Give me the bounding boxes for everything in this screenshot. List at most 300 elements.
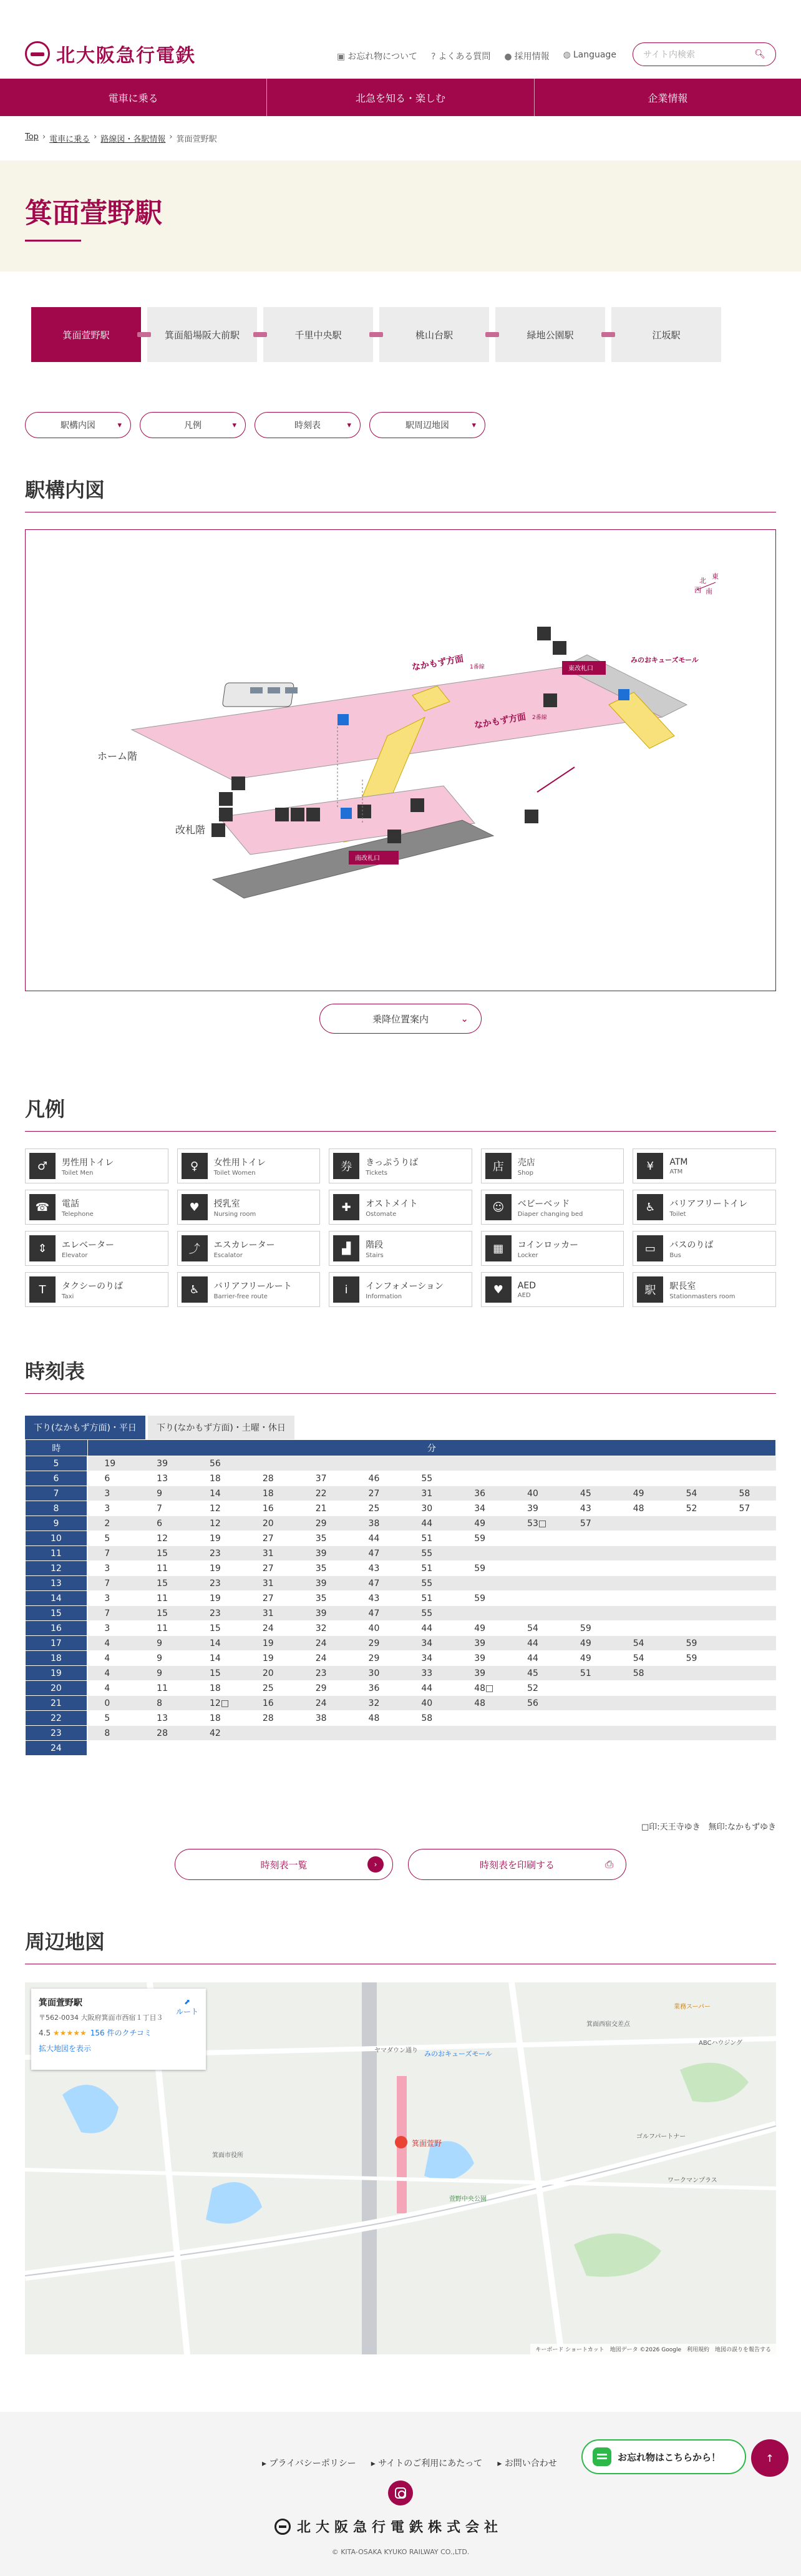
- timetable-minute: 39: [299, 1606, 352, 1621]
- timetable-minute: 44: [405, 1621, 458, 1636]
- timetable-minute: [722, 1531, 775, 1546]
- timetable-minute: [617, 1726, 670, 1741]
- legend-item: 駅 駅長室 Stationmasters room: [633, 1272, 776, 1307]
- timetable-minute: [299, 1741, 352, 1756]
- svg-text:北: 北: [699, 577, 706, 585]
- timetable-minute: [670, 1531, 723, 1546]
- timetable-minute: 55: [405, 1576, 458, 1591]
- timetable-minute: 55: [405, 1546, 458, 1561]
- timetable-minute: 44: [352, 1531, 405, 1546]
- timetable-minute: 49: [564, 1651, 617, 1666]
- timetable-minute: 22: [299, 1486, 352, 1501]
- timetable-minute: [722, 1471, 775, 1486]
- site-header: [0, 0, 801, 79]
- util-link-faq[interactable]: ? よくある質問: [430, 52, 491, 62]
- baby-bed-icon: ☺: [485, 1194, 512, 1220]
- instagram-icon[interactable]: [388, 2481, 413, 2505]
- timetable-minute: [670, 1606, 723, 1621]
- breadcrumb: Top › 電車に乗る › 路線図・各駅情報 › 箕面萱野駅: [25, 132, 217, 144]
- svg-text:みのおキューズモール: みのおキューズモール: [424, 2050, 492, 2058]
- timetable-minute: 43: [352, 1561, 405, 1576]
- timetable-row: [26, 1591, 776, 1606]
- timetable-minute: 25: [352, 1501, 405, 1516]
- legend-item: ☺ ベビーベッド Diaper changing bed: [481, 1190, 624, 1225]
- svg-text:南: 南: [706, 587, 712, 595]
- timetable-minute: 5: [87, 1531, 140, 1546]
- legend-item: ☎ 電話 Telephone: [25, 1190, 168, 1225]
- timetable-minute: 36: [352, 1681, 405, 1696]
- timetable-minute: [405, 1456, 458, 1471]
- tab-weekday[interactable]: 下り(なかもず方面)・平日: [25, 1416, 145, 1439]
- map-enlarge-link[interactable]: 拡大地図を表示: [39, 2044, 92, 2053]
- timetable-minute: 40: [405, 1696, 458, 1711]
- timetable-minute: 59: [564, 1621, 617, 1636]
- timetable-minute: 47: [352, 1546, 405, 1561]
- util-link-recruit[interactable]: ● 採用情報: [504, 52, 550, 62]
- legend-item: ⤴ エスカレーター Escalator: [177, 1231, 321, 1266]
- timetable-tabs: [25, 1416, 294, 1439]
- station-tab-ryokuchi-koen[interactable]: 緑地公園駅: [495, 307, 605, 362]
- timetable-minute: [564, 1726, 617, 1741]
- timetable-minute: [246, 1741, 299, 1756]
- timetable-minute: [511, 1576, 564, 1591]
- train-icon: [222, 683, 298, 707]
- timetable-minute: [458, 1546, 511, 1561]
- timetable-minute: 51: [564, 1666, 617, 1681]
- timetable-minute: 51: [405, 1591, 458, 1606]
- label-exit-east: 東改札口: [568, 665, 593, 672]
- copyright: © KITA-OSAKA KYUKO RAILWAY CO.,LTD.: [331, 2548, 470, 2556]
- timetable-minute: 31: [246, 1606, 299, 1621]
- timetable-minute: 33: [405, 1666, 458, 1681]
- timetable-minute: 29: [352, 1636, 405, 1651]
- svg-text:箕面市役所: 箕面市役所: [212, 2152, 243, 2159]
- timetable-hour: 9: [26, 1516, 88, 1531]
- map-card-reviews[interactable]: 156 件のクチコミ: [90, 2029, 152, 2037]
- timetable-row: [26, 1471, 776, 1486]
- timetable-minute: 9: [140, 1666, 193, 1681]
- timetable-minute: [722, 1546, 775, 1561]
- timetable-minute: [405, 1741, 458, 1756]
- timetable-list-button[interactable]: 時刻表一覧 ›: [175, 1849, 393, 1880]
- anchor-legend[interactable]: 凡例 ▾: [140, 412, 246, 438]
- label-mall: みのおキューズモール: [631, 656, 699, 664]
- timetable-hour: 14: [26, 1591, 88, 1606]
- timetable-minute: 58: [617, 1666, 670, 1681]
- station-tab-minoh-kayano[interactable]: 箕面萱野駅: [31, 307, 141, 362]
- timetable-minute: 28: [246, 1711, 299, 1726]
- timetable-minute: 29: [299, 1516, 352, 1531]
- timetable-minute: [511, 1726, 564, 1741]
- timetable-hour: 8: [26, 1501, 88, 1516]
- legend-item: ✚ オストメイト Ostomate: [329, 1190, 472, 1225]
- timetable-minute: 16: [246, 1696, 299, 1711]
- timetable-minute: [564, 1471, 617, 1486]
- timetable-minute: [564, 1711, 617, 1726]
- timetable-minute: [670, 1516, 723, 1531]
- timetable-row: [26, 1561, 776, 1576]
- timetable-minute: 6: [87, 1471, 140, 1486]
- timetable-minute: [511, 1741, 564, 1756]
- timetable-minute: 34: [405, 1651, 458, 1666]
- timetable-minute: [670, 1681, 723, 1696]
- timetable-minute: 32: [352, 1696, 405, 1711]
- footer-corp: 北大阪急行電鉄株式会社: [274, 2517, 503, 2536]
- timetable-minute: [246, 1456, 299, 1471]
- svg-text:ワークマンプラス: ワークマンプラス: [668, 2177, 717, 2184]
- timetable-minute: [564, 1741, 617, 1756]
- timetable-minute: 34: [405, 1636, 458, 1651]
- legend-item: ▟ 階段 Stairs: [329, 1231, 472, 1266]
- toilet-men-icon: ♂: [29, 1153, 56, 1179]
- timetable-hour: 10: [26, 1531, 88, 1546]
- lost-item-button[interactable]: お忘れ物はこちらから！: [581, 2439, 746, 2474]
- timetable-minute: 45: [511, 1666, 564, 1681]
- svg-text:業務スーパー: 業務スーパー: [674, 2004, 711, 2010]
- timetable-hour: 6: [26, 1471, 88, 1486]
- svg-text:東: 東: [712, 572, 719, 580]
- timetable-minute: 44: [405, 1681, 458, 1696]
- timetable-print-button[interactable]: 時刻表を印刷する ⎙: [408, 1849, 626, 1880]
- timetable-minute: 16: [246, 1501, 299, 1516]
- compass: [694, 572, 719, 595]
- timetable-minute: [722, 1681, 775, 1696]
- timetable-minute: 7: [87, 1606, 140, 1621]
- timetable-minute: 39: [511, 1501, 564, 1516]
- legend-item: 券 きっぷうりば Tickets: [329, 1148, 472, 1183]
- timetable-minute: 9: [140, 1486, 193, 1501]
- locker-icon: ▦: [485, 1235, 512, 1261]
- timetable-hour: 16: [26, 1621, 88, 1636]
- timetable-minute: [352, 1726, 405, 1741]
- toilet-women-icon: ♀: [182, 1153, 208, 1179]
- label-home-floor: ホーム階: [97, 750, 138, 762]
- timetable-minute: [617, 1531, 670, 1546]
- search-icon[interactable]: 🔍︎: [754, 49, 765, 59]
- tab-weekend[interactable]: 下り(なかもず方面)・土曜・休日: [148, 1416, 294, 1439]
- station-tab-minoh-semba[interactable]: 箕面船場阪大前駅: [147, 307, 257, 362]
- timetable-minute: 3: [87, 1561, 140, 1576]
- svg-text:箕面西宿交差点: 箕面西宿交差点: [586, 2021, 630, 2028]
- timetable-minute: 19: [193, 1531, 246, 1546]
- timetable-minute: [564, 1696, 617, 1711]
- aed-icon: ♥: [485, 1276, 512, 1303]
- timetable-minute: [670, 1561, 723, 1576]
- barrier-free-toilet-icon: ♿: [637, 1194, 663, 1220]
- breadcrumb-ride[interactable]: 電車に乗る: [49, 135, 90, 144]
- timetable-minute: 18: [193, 1471, 246, 1486]
- timetable-minute: [722, 1516, 775, 1531]
- timetable-minute: [617, 1711, 670, 1726]
- timetable-minute: 31: [246, 1546, 299, 1561]
- timetable-minute: 39: [458, 1636, 511, 1651]
- timetable-minute: 19: [193, 1591, 246, 1606]
- timetable-minute: [617, 1741, 670, 1756]
- timetable-body: [26, 1456, 776, 1756]
- bus-icon: ▭: [637, 1235, 663, 1261]
- timetable-hour: 18: [26, 1651, 88, 1666]
- label-exit-south: 南改札口: [355, 855, 380, 862]
- timetable-minute: 38: [299, 1711, 352, 1726]
- timetable-minute: 15: [193, 1621, 246, 1636]
- timetable-minute: 31: [405, 1486, 458, 1501]
- timetable-row: [26, 1606, 776, 1621]
- timetable-minute: 59: [670, 1651, 723, 1666]
- timetable-minute: [722, 1741, 775, 1756]
- station-tab-momoyamadai[interactable]: 桃山台駅: [379, 307, 489, 362]
- timetable-minute: 43: [352, 1591, 405, 1606]
- timetable-hour: 7: [26, 1486, 88, 1501]
- svg-text:ゴルフパートナー: ゴルフパートナー: [636, 2133, 686, 2140]
- timetable-row: [26, 1711, 776, 1726]
- timetable-minute: 35: [299, 1531, 352, 1546]
- timetable-minute: [458, 1576, 511, 1591]
- timetable-minute: 12: [193, 1516, 246, 1531]
- back-to-top-button[interactable]: ↑: [751, 2439, 789, 2477]
- tickets-icon: 券: [333, 1153, 359, 1179]
- chat-icon: [593, 2447, 611, 2466]
- timetable-minute: 27: [246, 1531, 299, 1546]
- breadcrumb-route-map[interactable]: 路線図・各駅情報: [100, 135, 166, 144]
- timetable-row: [26, 1666, 776, 1681]
- map-card-rating: 4.5 ★★★★★ 156 件のクチコミ: [39, 2029, 152, 2037]
- timetable-minute: 14: [193, 1651, 246, 1666]
- timetable-minute: [670, 1471, 723, 1486]
- label-direction-b: なかもず方面: [473, 712, 527, 731]
- title-bar: [0, 160, 801, 272]
- timetable-minute: 11: [140, 1621, 193, 1636]
- information-icon: i: [333, 1276, 359, 1303]
- timetable-minute: 15: [193, 1666, 246, 1681]
- anchor-area-map[interactable]: 駅周辺地図 ▾: [369, 412, 485, 438]
- timetable-minute: 54: [617, 1636, 670, 1651]
- nursing-room-icon: ♥: [182, 1194, 208, 1220]
- timetable-minute: 9: [140, 1636, 193, 1651]
- section-timetable-heading: 時刻表: [25, 1356, 776, 1394]
- timetable-minute: 20: [246, 1666, 299, 1681]
- legend-item: ¥ ATM ATM: [633, 1148, 776, 1183]
- timetable-minute: 11: [140, 1561, 193, 1576]
- timetable-minute: 44: [405, 1516, 458, 1531]
- timetable-minute: [722, 1621, 775, 1636]
- directions-icon: ⬈: [183, 1997, 191, 2006]
- timetable-minute: 11: [140, 1591, 193, 1606]
- footer-link-privacy[interactable]: ▸ プライバシーポリシー: [262, 2459, 356, 2469]
- timetable-minute: 44: [511, 1636, 564, 1651]
- question-icon: ?: [430, 52, 436, 62]
- map-card-address: 〒562-0034 大阪府箕面市西宿１丁目３: [39, 2014, 163, 2022]
- timetable-row: [26, 1621, 776, 1636]
- timetable-minute: [617, 1606, 670, 1621]
- chevron-down-icon: ⌄: [460, 1013, 468, 1024]
- timetable-minute: 3: [87, 1486, 140, 1501]
- timetable-note: □印:天王寺ゆき 無印:なかもずゆき: [641, 1823, 776, 1832]
- anchor-station-map[interactable]: 駅構内図 ▾: [25, 412, 131, 438]
- logo-mark-icon: [25, 41, 50, 66]
- timetable-minute: 24: [299, 1696, 352, 1711]
- label-gate-floor: 改札階: [175, 824, 206, 836]
- search-input[interactable]: [633, 42, 776, 66]
- legend-item: ♂ 男性用トイレ Toilet Men: [25, 1148, 168, 1183]
- timetable-minute: 12: [193, 1501, 246, 1516]
- timetable-minute: 37: [299, 1471, 352, 1486]
- legend-item: ▭ バスのりば Bus: [633, 1231, 776, 1266]
- printer-icon: ⎙: [605, 1858, 613, 1870]
- footer-link-terms[interactable]: ▸ サイトのご利用にあたって: [371, 2459, 483, 2469]
- timetable-minute: 7: [87, 1546, 140, 1561]
- timetable-minute: [458, 1471, 511, 1486]
- timetable-minute: [617, 1546, 670, 1561]
- timetable-hour: 11: [26, 1546, 88, 1561]
- timetable-minute: 43: [564, 1501, 617, 1516]
- timetable-row: [26, 1651, 776, 1666]
- timetable-minute: 42: [193, 1726, 246, 1741]
- timetable-minute: [722, 1696, 775, 1711]
- legend-grid: [25, 1148, 776, 1307]
- breadcrumb-top[interactable]: Top: [25, 132, 39, 142]
- svg-text:ABCハウジング: ABCハウジング: [699, 2040, 743, 2047]
- timetable-minute: [722, 1576, 775, 1591]
- timetable-minute: 31: [246, 1576, 299, 1591]
- timetable-minute: 51: [405, 1531, 458, 1546]
- timetable-row: [26, 1516, 776, 1531]
- boarding-position-button[interactable]: 乗降位置案内 ⌄: [319, 1004, 482, 1034]
- timetable-minute: 59: [670, 1636, 723, 1651]
- timetable-minute: 58: [722, 1486, 775, 1501]
- timetable-hour: 5: [26, 1456, 88, 1471]
- timetable-minute: 24: [299, 1636, 352, 1651]
- timetable-minute: 5: [87, 1711, 140, 1726]
- timetable-minute: [352, 1741, 405, 1756]
- timetable-row: [26, 1726, 776, 1741]
- timetable-minute: 59: [458, 1561, 511, 1576]
- map-attribution: キーボード ショートカット 地図データ ©2026 Google 利用規約 地図の誤りを報告する: [530, 2344, 776, 2354]
- timetable-minute: [564, 1591, 617, 1606]
- timetable-minute: [87, 1741, 140, 1756]
- gnav-ride[interactable]: 電車に乗る: [0, 79, 267, 116]
- timetable-minute: [722, 1456, 775, 1471]
- hour-header: 時: [26, 1440, 88, 1456]
- site-footer: [0, 2412, 801, 2576]
- station-tab-esaka[interactable]: 江坂駅: [611, 307, 721, 362]
- timetable-minute: 3: [87, 1621, 140, 1636]
- timetable-minute: [670, 1711, 723, 1726]
- gnav-corporate[interactable]: 企業情報: [648, 92, 688, 104]
- timetable-hour: 24: [26, 1741, 88, 1756]
- timetable-minute: [511, 1456, 564, 1471]
- timetable-minute: 49: [458, 1516, 511, 1531]
- timetable-minute: 53□: [511, 1516, 564, 1531]
- timetable-hour: 17: [26, 1636, 88, 1651]
- timetable-minute: [458, 1711, 511, 1726]
- svg-text:ヤマダウン通り: ヤマダウン通り: [374, 2047, 418, 2054]
- minute-header: 分: [87, 1440, 775, 1456]
- timetable-row: [26, 1486, 776, 1501]
- timetable-minute: 4: [87, 1651, 140, 1666]
- timetable-minute: [511, 1591, 564, 1606]
- util-link-language[interactable]: ◍ Language: [563, 50, 616, 60]
- station-pin-icon[interactable]: [395, 2136, 407, 2148]
- timetable-row: [26, 1456, 776, 1471]
- timetable-minute: 4: [87, 1666, 140, 1681]
- timetable-minute: 44: [511, 1651, 564, 1666]
- legend-item: ♿ バリアフリートイレ Toilet: [633, 1190, 776, 1225]
- timetable-minute: 39: [299, 1576, 352, 1591]
- timetable-minute: [722, 1606, 775, 1621]
- legend-item: T タクシーのりば Taxi: [25, 1272, 168, 1307]
- legend-item: ♥ 授乳室 Nursing room: [177, 1190, 321, 1225]
- timetable-minute: 23: [299, 1666, 352, 1681]
- timetable-minute: [299, 1456, 352, 1471]
- timetable-minute: [193, 1741, 246, 1756]
- timetable-minute: 14: [193, 1486, 246, 1501]
- station-tabs: [31, 307, 721, 362]
- timetable-minute: 39: [140, 1456, 193, 1471]
- timetable-minute: 56: [511, 1696, 564, 1711]
- elevator-icon: ⇕: [29, 1235, 56, 1261]
- timetable-minute: 35: [299, 1561, 352, 1576]
- timetable-minute: 49: [564, 1636, 617, 1651]
- shop-icon: 店: [485, 1153, 512, 1179]
- svg-text:1番線: 1番線: [470, 664, 485, 670]
- timetable-minute: [722, 1636, 775, 1651]
- timetable-hour: 20: [26, 1681, 88, 1696]
- timetable-minute: 40: [511, 1486, 564, 1501]
- gnav-about[interactable]: 北急を知る・楽しむ: [267, 79, 534, 116]
- timetable-minute: 49: [458, 1621, 511, 1636]
- timetable-minute: [564, 1456, 617, 1471]
- timetable-minute: 48: [617, 1501, 670, 1516]
- timetable-minute: 15: [140, 1546, 193, 1561]
- timetable-minute: 24: [246, 1621, 299, 1636]
- escalator-icon: ⤴: [182, 1235, 208, 1261]
- footer-link-contact[interactable]: ▸ お問い合わせ: [497, 2459, 557, 2469]
- timetable-minute: 8: [140, 1696, 193, 1711]
- timetable-minute: [458, 1456, 511, 1471]
- timetable-minute: 21: [299, 1501, 352, 1516]
- timetable-minute: 20: [246, 1516, 299, 1531]
- timetable-minute: [670, 1546, 723, 1561]
- map-station-label: 箕面萱野: [412, 2139, 442, 2148]
- section-legend-heading: 凡例: [25, 1094, 776, 1132]
- timetable-minute: 30: [405, 1501, 458, 1516]
- timetable-row: [26, 1576, 776, 1591]
- timetable-minute: 9: [140, 1651, 193, 1666]
- section-station-map-heading: 駅構内図: [25, 474, 776, 512]
- footer-links: [262, 2457, 557, 2469]
- timetable-minute: [564, 1681, 617, 1696]
- timetable-minute: 58: [405, 1711, 458, 1726]
- legend-item: 店 売店 Shop: [481, 1148, 624, 1183]
- timetable-minute: 4: [87, 1681, 140, 1696]
- timetable-minute: 29: [352, 1651, 405, 1666]
- timetable-minute: 40: [352, 1621, 405, 1636]
- area-map[interactable]: [25, 1982, 776, 2354]
- timetable-minute: 57: [564, 1516, 617, 1531]
- timetable-minute: 2: [87, 1516, 140, 1531]
- timetable-minute: 51: [405, 1561, 458, 1576]
- timetable-minute: [670, 1591, 723, 1606]
- timetable-minute: [617, 1471, 670, 1486]
- site-logo[interactable]: [25, 40, 196, 67]
- timetable-hour: 23: [26, 1726, 88, 1741]
- timetable-minute: 25: [246, 1681, 299, 1696]
- util-link-lost[interactable]: ▣ お忘れ物について: [337, 52, 417, 62]
- timetable-minute: 7: [87, 1576, 140, 1591]
- anchor-timetable[interactable]: 時刻表 ▾: [255, 412, 361, 438]
- station-tab-senri-chuo[interactable]: 千里中央駅: [263, 307, 373, 362]
- map-route-button[interactable]: ⬈ ルート: [175, 1997, 198, 2016]
